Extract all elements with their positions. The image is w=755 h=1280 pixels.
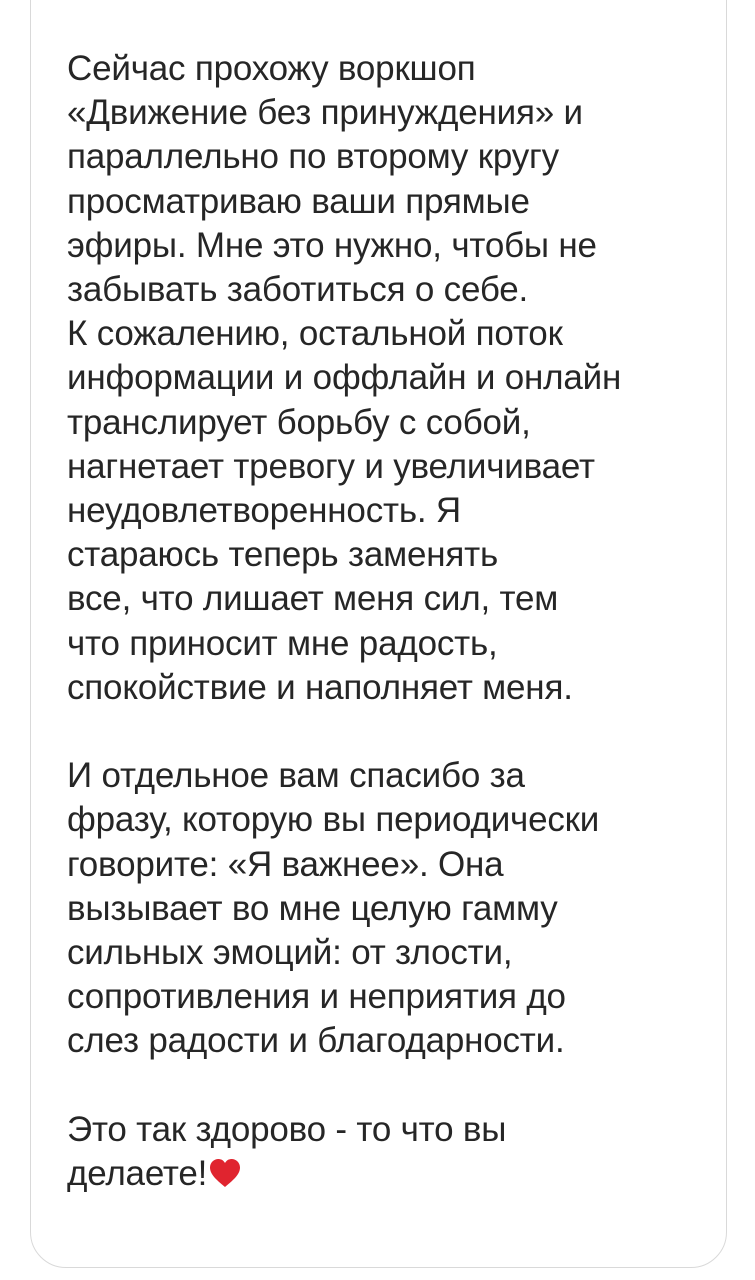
message-text bbox=[67, 47, 707, 1196]
message-line: транслирует борьбу с собой, bbox=[67, 402, 531, 442]
message-line: параллельно по второму кругу bbox=[67, 137, 559, 177]
message-line: «Движение без принуждения» и bbox=[67, 93, 583, 133]
message-line: неудовлетворенность. Я bbox=[67, 491, 461, 531]
message-line: сопротивления и неприятия до bbox=[67, 977, 566, 1017]
message-line: Сейчас прохожу воркшоп bbox=[67, 49, 476, 88]
message-line: эфиры. Мне это нужно, чтобы не bbox=[67, 225, 597, 265]
message-line: сильных эмоций: от злости, bbox=[67, 933, 513, 973]
message-line: К сожалению, остальной поток bbox=[67, 314, 563, 354]
message-line: информации и оффлайн и онлайн bbox=[67, 358, 622, 398]
paragraph-gap bbox=[67, 1064, 707, 1108]
message-line-text: делаете! bbox=[67, 1154, 208, 1194]
message-line: Это так здорово - то что вы bbox=[67, 1109, 507, 1149]
message-line: что приносит мне радость, bbox=[67, 623, 498, 663]
message-line: забывать заботиться о себе. bbox=[67, 270, 529, 310]
message-line: И отдельное вам спасибо за bbox=[67, 756, 525, 796]
message-line: вызывает во мне целую гамму bbox=[67, 888, 558, 928]
message-line: фразу, которую вы периодически bbox=[67, 800, 600, 840]
message-line: все, что лишает меня сил, тем bbox=[67, 579, 559, 619]
message-line: просматриваю ваши прямые bbox=[67, 181, 530, 221]
message-line: слез радости и благодарности. bbox=[67, 1021, 565, 1061]
message-line: говорите: «Я важнее». Она bbox=[67, 844, 504, 884]
red-heart-icon bbox=[208, 1157, 242, 1189]
message-line: спокойствие и наполняет меня. bbox=[67, 667, 573, 707]
paragraph-gap bbox=[67, 710, 707, 754]
heart-shape bbox=[210, 1159, 240, 1187]
message-line: нагнетает тревогу и увеличивает bbox=[67, 446, 595, 486]
message-line: стараюсь теперь заменять bbox=[67, 535, 498, 575]
message-line-last bbox=[67, 1152, 707, 1196]
